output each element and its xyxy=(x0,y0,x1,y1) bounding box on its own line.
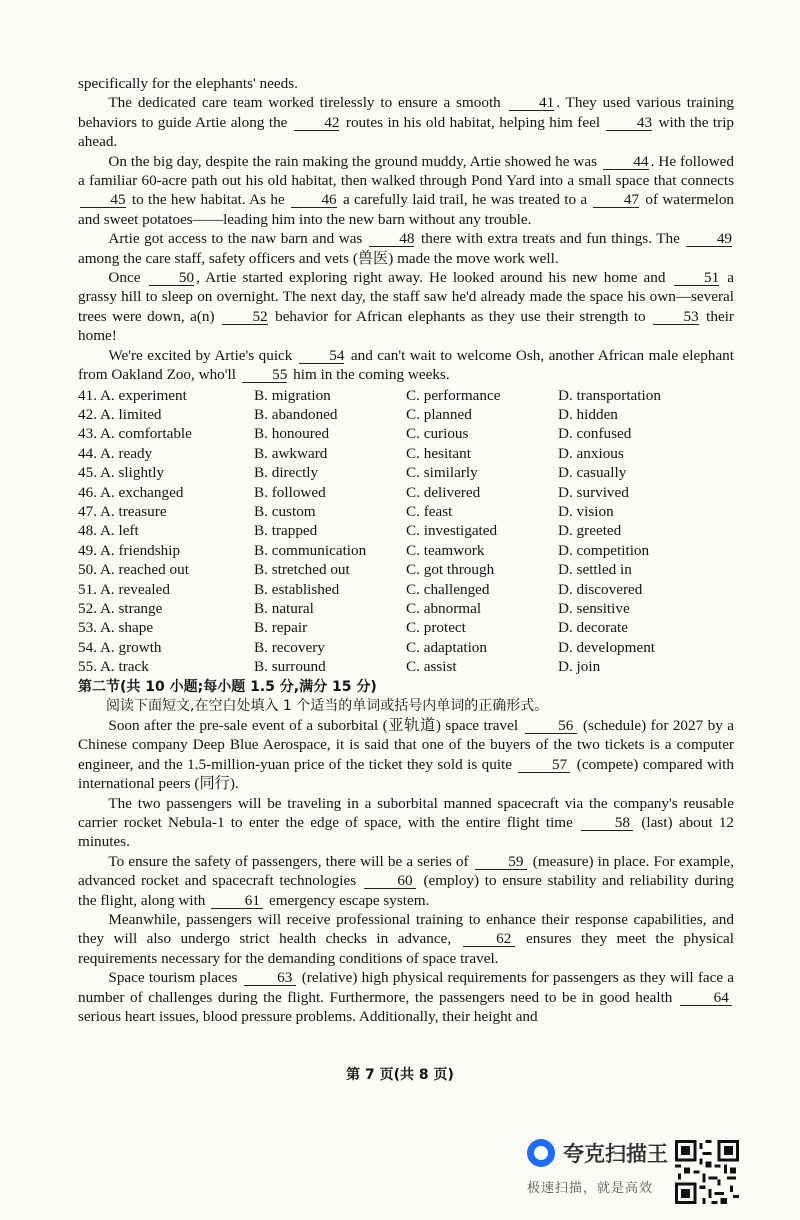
blank-51: 51 xyxy=(674,270,720,286)
blank-52: 52 xyxy=(222,309,268,325)
blank-59: 59 xyxy=(475,854,527,870)
paragraph-50-53: Once 50 , Artie started exploring right away. He looked around his new home and 51 a grassy hill to sleep on overnight. The next day, the staff saw he'd already made the space his own—several trees were down, a(n) 52 behavior for African elephants as they use their strength to 53 their home! xyxy=(78,269,735,345)
blank-62: 62 xyxy=(463,931,515,947)
section2-instruction: 阅读下面短文,在空白处填入 1 个适当的单词或括号内单词的正确形式。 xyxy=(106,697,549,714)
option-row-46: 46. A. exchanged B. followed C. delivered D. survived xyxy=(78,483,629,501)
blank-48: 48 xyxy=(369,231,415,247)
option-row-53: 53. A. shape B. repair C. protect D. decorate xyxy=(78,619,628,637)
paragraph-63-64: Space tourism places 63 (relative) high physical requirements for passengers as they will face a number of challenges during the flight. Furthermore, the passengers need to be in good health 64 serious heart issues, blood pressure problems. Additionally, their height and xyxy=(78,969,735,1026)
option-row-55: 55. A. track B. surround C. assist D. join xyxy=(78,658,601,676)
blank-46: 46 xyxy=(291,192,337,208)
blank-42: 42 xyxy=(294,115,340,131)
option-row-48: 48. A. left B. trapped C. investigated D. greeted xyxy=(78,522,622,540)
option-row-41: 41. A. experiment B. migration C. performance D. transportation xyxy=(78,386,661,404)
blank-61: 61 xyxy=(211,893,263,909)
paragraph-44-47: On the big day, despite the rain making the ground muddy, Artie showed he was 44 . He followed a familiar 60-acre path out his old habitat, then walked through Pond Yard into a small space that connects 45 to the hew habitat. As he 46 a carefully laid trail, he was treated to a 47 of watermelon and sweet potatoes——leading him into the new barn without any trouble. xyxy=(78,152,735,228)
watermark-name: 夸克扫描王 xyxy=(563,1142,668,1166)
blank-45: 45 xyxy=(80,192,126,208)
blank-41: 41 xyxy=(509,95,555,111)
blank-54: 54 xyxy=(299,348,345,364)
option-row-51: 51. A. revealed B. established C. challenged D. discovered xyxy=(78,580,643,598)
option-row-45: 45. A. slightly B. directly C. similarly D. casually xyxy=(78,464,627,482)
option-row-42: 42. A. limited B. abandoned C. planned D. hidden xyxy=(78,405,618,423)
paragraph-41-43: The dedicated care team worked tirelessly to ensure a smooth 41 . They used various training behaviors to guide Artie along the 42 routes in his old habitat, helping him feel 43 with the trip ahead. xyxy=(78,94,735,151)
blank-57: 57 xyxy=(518,757,570,773)
option-row-52: 52. A. strange B. natural C. abnormal D. sensitive xyxy=(78,599,630,617)
section2-heading: 第二节(共 10 小题;每小题 1.5 分,满分 15 分) xyxy=(78,678,377,695)
blank-58: 58 xyxy=(581,815,633,831)
paragraph-54-55: We're excited by Artie's quick 54 and can't wait to welcome Osh, another African male elephant from Oakland Zoo, who'll 55 him in the coming weeks. xyxy=(78,346,734,384)
blank-63: 63 xyxy=(244,970,296,986)
paragraph-58: The two passengers will be traveling in a suborbital manned spacecraft via the company's reusable carrier rocket Nebula-1 to enter the edge of space, with the entire flight time 58 (last) about 12 minutes. xyxy=(78,794,735,851)
blank-53: 53 xyxy=(653,309,699,325)
option-row-49: 49. A. friendship B. communication C. teamwork D. competition xyxy=(78,541,650,559)
blank-47: 47 xyxy=(593,192,639,208)
page-number: 第 7 页(共 8 页) xyxy=(346,1067,454,1083)
qr-code-icon xyxy=(675,1140,739,1204)
exam-page xyxy=(78,74,734,1027)
paragraph-59-61: To ensure the safety of passengers, there will be a series of 59 (measure) in place. For example, advanced rocket and spacecraft technologies 60 (employ) to ensure stability and reliability during the flight, along with 61 emergency escape system. xyxy=(78,852,735,909)
quark-logo-icon xyxy=(527,1139,555,1167)
blank-44: 44 xyxy=(603,154,649,170)
paragraph-62: Meanwhile, passengers will receive professional training to enhance their response capabilities, and they will also undergo strict health checks in advance, 62 ensures they meet the physical requirements necessary for the demanding conditions of space travel. xyxy=(78,911,735,967)
blank-49: 49 xyxy=(686,231,732,247)
passage-line-0: specifically for the elephants' needs. xyxy=(78,75,298,92)
blank-56: 56 xyxy=(525,718,577,734)
scanner-watermark xyxy=(527,1138,668,1168)
option-row-44: 44. A. ready B. awkward C. hesitant D. anxious xyxy=(78,444,624,462)
blank-43: 43 xyxy=(606,115,652,131)
option-row-43: 43. A. comfortable B. honoured C. curious D. confused xyxy=(78,425,632,443)
option-row-47: 47. A. treasure B. custom C. feast D. vision xyxy=(78,502,614,520)
option-row-54: 54. A. growth B. recovery C. adaptation D. development xyxy=(78,638,656,656)
option-row-50: 50. A. reached out B. stretched out C. got through D. settled in xyxy=(78,561,632,579)
options-table xyxy=(78,386,734,677)
blank-60: 60 xyxy=(364,873,416,889)
blank-64: 64 xyxy=(680,990,732,1006)
paragraph-56-57: Soon after the pre-sale event of a suborbital (亚轨道) space travel 56 (schedule) for 2027 by a Chinese company Deep Blue Aerospace, it is said that one of the buyers of the two tickets is a computer engineer, and the 1.5-million-yuan price of the ticket they sold is quite 57 (compete) compared with international peers (同行). xyxy=(78,717,735,793)
blank-50: 50 xyxy=(149,270,195,286)
paragraph-48-49: Artie got access to the naw barn and was 48 there with extra treats and fun things. The 49 among the care staff, safety officers and vets (兽医) made the move work well. xyxy=(78,230,732,267)
watermark-slogan: 极速扫描，就是高效 xyxy=(527,1181,654,1196)
blank-55: 55 xyxy=(242,367,288,383)
